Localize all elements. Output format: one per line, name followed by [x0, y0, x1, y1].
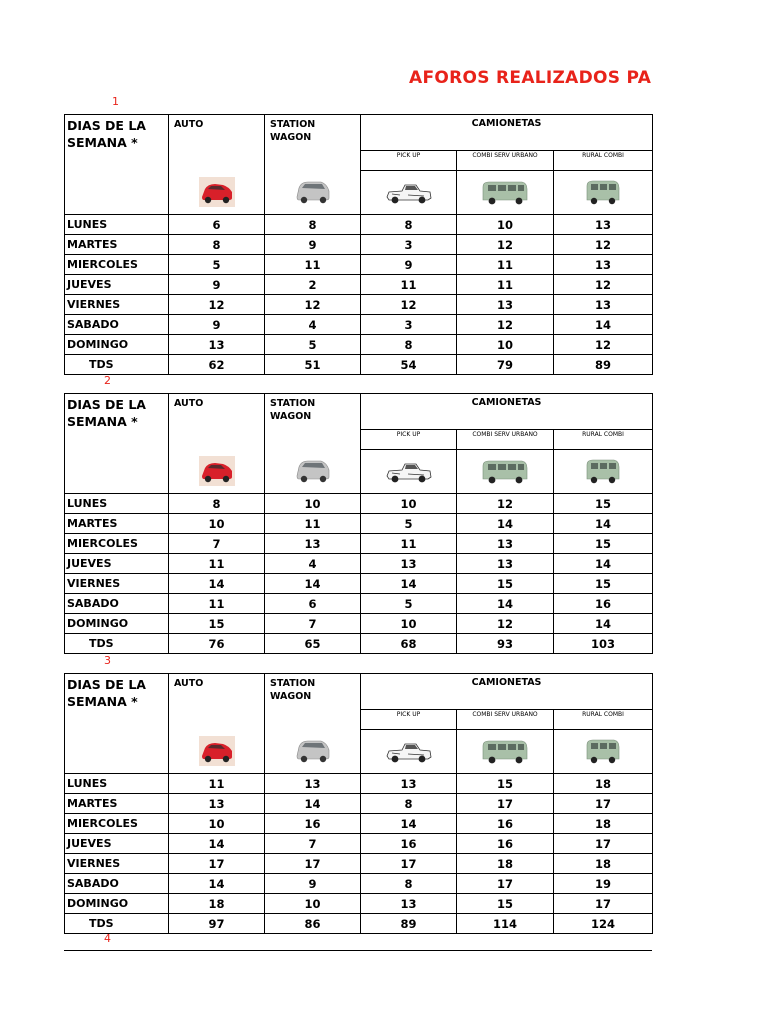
- combi-urbano-header: COMBI SERV URBANO: [457, 710, 554, 730]
- count-cell: 14: [169, 834, 265, 854]
- table-row: [65, 894, 653, 914]
- count-cell: 12: [361, 295, 457, 315]
- table-row: [65, 574, 653, 594]
- station-wagon-icon: [294, 461, 332, 480]
- vehicle-icon-cell: [169, 171, 265, 215]
- station-wagon-header: STATION WAGON: [265, 115, 361, 171]
- count-cell: 17: [554, 794, 653, 814]
- count-cell: 17: [361, 854, 457, 874]
- red-car-icon: [199, 741, 235, 760]
- count-cell: 9: [169, 315, 265, 335]
- count-cell: 12: [554, 235, 653, 255]
- count-cell: 14: [169, 574, 265, 594]
- count-cell: 18: [169, 894, 265, 914]
- table-row: [65, 634, 653, 654]
- vehicle-icon-cell: [457, 171, 554, 215]
- count-cell: 18: [554, 814, 653, 834]
- section-number: 1: [112, 95, 119, 108]
- auto-header: AUTO: [169, 394, 265, 450]
- station-wagon-icon: [294, 741, 332, 760]
- count-cell: 18: [554, 774, 653, 794]
- rural-combi-van-icon: [584, 182, 622, 201]
- vehicle-icon-cell: [554, 450, 653, 494]
- count-cell: 11: [457, 255, 554, 275]
- count-cell: 11: [169, 774, 265, 794]
- table-row: [65, 774, 653, 794]
- table-row: [65, 494, 653, 514]
- vehicle-icon-cell: [457, 450, 554, 494]
- day-label: SABADO: [65, 315, 169, 335]
- count-cell: 10: [361, 494, 457, 514]
- combi-van-icon: [480, 461, 530, 480]
- camionetas-header: CAMIONETAS: [361, 674, 653, 710]
- pickup-truck-icon: [384, 182, 434, 201]
- count-cell: 9: [265, 874, 361, 894]
- count-cell: 13: [265, 774, 361, 794]
- count-cell: 11: [265, 255, 361, 275]
- table-row: [65, 295, 653, 315]
- count-cell: 14: [554, 614, 653, 634]
- day-label: DOMINGO: [65, 894, 169, 914]
- traffic-count-table: [64, 393, 653, 654]
- count-cell: 18: [457, 854, 554, 874]
- count-cell: 17: [265, 854, 361, 874]
- count-cell: 14: [169, 874, 265, 894]
- count-cell: 15: [554, 534, 653, 554]
- count-cell: 13: [361, 554, 457, 574]
- station-wagon-icon: [294, 182, 332, 201]
- count-cell: 13: [554, 295, 653, 315]
- day-label: LUNES: [65, 215, 169, 235]
- count-cell: 3: [361, 235, 457, 255]
- table-row: [65, 614, 653, 634]
- count-cell: 12: [457, 235, 554, 255]
- pickup-header: PICK UP: [361, 151, 457, 171]
- days-header-blank: [65, 171, 169, 215]
- count-cell: 14: [361, 814, 457, 834]
- count-cell: 17: [554, 834, 653, 854]
- count-cell: 13: [361, 894, 457, 914]
- section-number: 4: [104, 932, 111, 945]
- table-row: [65, 275, 653, 295]
- count-cell: 5: [169, 255, 265, 275]
- camionetas-header: CAMIONETAS: [361, 394, 653, 430]
- count-cell: 14: [554, 554, 653, 574]
- count-cell: 11: [169, 554, 265, 574]
- vehicle-icon-cell: [169, 450, 265, 494]
- count-cell: 12: [265, 295, 361, 315]
- vehicle-icon-cell: [457, 730, 554, 774]
- combi-urbano-header: COMBI SERV URBANO: [457, 430, 554, 450]
- count-cell: 8: [361, 874, 457, 894]
- pickup-header: PICK UP: [361, 430, 457, 450]
- day-label: MARTES: [65, 235, 169, 255]
- day-label: SABADO: [65, 874, 169, 894]
- count-cell: 14: [265, 574, 361, 594]
- count-cell: 9: [265, 235, 361, 255]
- count-cell: 11: [169, 594, 265, 614]
- count-cell: 13: [457, 295, 554, 315]
- pickup-truck-icon: [384, 461, 434, 480]
- section-number: 3: [104, 654, 111, 667]
- count-cell: 14: [265, 794, 361, 814]
- count-cell: 11: [265, 514, 361, 534]
- count-cell: 2: [265, 275, 361, 295]
- count-cell: 13: [265, 534, 361, 554]
- count-cell: 11: [361, 534, 457, 554]
- count-cell: 5: [265, 335, 361, 355]
- day-label: VIERNES: [65, 295, 169, 315]
- count-cell: 17: [457, 794, 554, 814]
- rural-combi-header: RURAL COMBI: [554, 151, 653, 171]
- count-cell: 97: [169, 914, 265, 934]
- count-cell: 18: [554, 854, 653, 874]
- vehicle-icon-cell: [169, 730, 265, 774]
- table-row: [65, 554, 653, 574]
- station-wagon-header: STATION WAGON: [265, 394, 361, 450]
- count-cell: 8: [361, 335, 457, 355]
- count-cell: 17: [554, 894, 653, 914]
- count-cell: 7: [265, 614, 361, 634]
- vehicle-icon-cell: [265, 171, 361, 215]
- camionetas-header: CAMIONETAS: [361, 115, 653, 151]
- count-cell: 19: [554, 874, 653, 894]
- count-cell: 8: [361, 215, 457, 235]
- day-label: LUNES: [65, 774, 169, 794]
- count-cell: 6: [169, 215, 265, 235]
- auto-header: AUTO: [169, 115, 265, 171]
- count-cell: 103: [554, 634, 653, 654]
- rural-combi-header: RURAL COMBI: [554, 710, 653, 730]
- count-cell: 13: [169, 794, 265, 814]
- count-cell: 79: [457, 355, 554, 375]
- combi-van-icon: [480, 182, 530, 201]
- day-label: JUEVES: [65, 834, 169, 854]
- count-cell: 13: [554, 255, 653, 275]
- day-label: JUEVES: [65, 554, 169, 574]
- count-cell: 10: [169, 514, 265, 534]
- table-row: [65, 315, 653, 335]
- day-label: SABADO: [65, 594, 169, 614]
- day-label: MARTES: [65, 794, 169, 814]
- total-label: TDS: [65, 355, 169, 375]
- count-cell: 10: [265, 494, 361, 514]
- table-row: [65, 534, 653, 554]
- pickup-header: PICK UP: [361, 710, 457, 730]
- count-cell: 54: [361, 355, 457, 375]
- day-label: MARTES: [65, 514, 169, 534]
- count-cell: 9: [361, 255, 457, 275]
- count-cell: 8: [361, 794, 457, 814]
- count-cell: 9: [169, 275, 265, 295]
- table-row: [65, 235, 653, 255]
- count-cell: 15: [457, 894, 554, 914]
- vehicle-icon-cell: [361, 450, 457, 494]
- count-cell: 5: [361, 594, 457, 614]
- auto-header: AUTO: [169, 674, 265, 730]
- days-header: DIAS DE LA SEMANA *: [65, 674, 169, 730]
- table-row: [65, 255, 653, 275]
- table-row: [65, 794, 653, 814]
- count-cell: 93: [457, 634, 554, 654]
- days-header-blank: [65, 450, 169, 494]
- count-cell: 13: [361, 774, 457, 794]
- count-cell: 14: [554, 514, 653, 534]
- day-label: VIERNES: [65, 854, 169, 874]
- count-cell: 62: [169, 355, 265, 375]
- vehicle-icon-cell: [361, 171, 457, 215]
- day-label: VIERNES: [65, 574, 169, 594]
- combi-van-icon: [480, 741, 530, 760]
- vehicle-icon-cell: [265, 450, 361, 494]
- count-cell: 13: [169, 335, 265, 355]
- count-cell: 14: [457, 594, 554, 614]
- count-cell: 14: [361, 574, 457, 594]
- days-header-blank: [65, 730, 169, 774]
- count-cell: 15: [169, 614, 265, 634]
- count-cell: 16: [457, 814, 554, 834]
- count-cell: 89: [554, 355, 653, 375]
- count-cell: 12: [457, 315, 554, 335]
- count-cell: 15: [457, 774, 554, 794]
- table-row: [65, 854, 653, 874]
- count-cell: 10: [265, 894, 361, 914]
- days-header: DIAS DE LA SEMANA *: [65, 115, 169, 171]
- page-title: AFOROS REALIZADOS PA: [409, 68, 651, 88]
- count-cell: 14: [457, 514, 554, 534]
- count-cell: 65: [265, 634, 361, 654]
- count-cell: 13: [457, 534, 554, 554]
- count-cell: 16: [554, 594, 653, 614]
- count-cell: 124: [554, 914, 653, 934]
- section-number: 2: [104, 374, 111, 387]
- table-row: [65, 874, 653, 894]
- day-label: LUNES: [65, 494, 169, 514]
- vehicle-icon-cell: [554, 730, 653, 774]
- count-cell: 51: [265, 355, 361, 375]
- count-cell: 86: [265, 914, 361, 934]
- count-cell: 12: [457, 614, 554, 634]
- count-cell: 15: [554, 494, 653, 514]
- count-cell: 7: [265, 834, 361, 854]
- count-cell: 68: [361, 634, 457, 654]
- count-cell: 4: [265, 315, 361, 335]
- vehicle-icon-cell: [554, 171, 653, 215]
- day-label: MIERCOLES: [65, 255, 169, 275]
- traffic-count-table: [64, 673, 653, 934]
- count-cell: 76: [169, 634, 265, 654]
- day-label: DOMINGO: [65, 614, 169, 634]
- count-cell: 17: [457, 874, 554, 894]
- count-cell: 8: [169, 494, 265, 514]
- traffic-count-table: [64, 114, 653, 375]
- count-cell: 16: [361, 834, 457, 854]
- rural-combi-header: RURAL COMBI: [554, 430, 653, 450]
- count-cell: 11: [361, 275, 457, 295]
- count-cell: 12: [554, 275, 653, 295]
- count-cell: 15: [554, 574, 653, 594]
- count-cell: 13: [457, 554, 554, 574]
- count-cell: 114: [457, 914, 554, 934]
- count-cell: 14: [554, 315, 653, 335]
- count-cell: 16: [265, 814, 361, 834]
- table-row: [65, 914, 653, 934]
- day-label: MIERCOLES: [65, 814, 169, 834]
- table-row: [65, 594, 653, 614]
- day-label: MIERCOLES: [65, 534, 169, 554]
- count-cell: 10: [169, 814, 265, 834]
- count-cell: 4: [265, 554, 361, 574]
- count-cell: 11: [457, 275, 554, 295]
- table-row: [65, 814, 653, 834]
- count-cell: 15: [457, 574, 554, 594]
- vehicle-icon-cell: [265, 730, 361, 774]
- station-wagon-header: STATION WAGON: [265, 674, 361, 730]
- count-cell: 8: [265, 215, 361, 235]
- pickup-truck-icon: [384, 741, 434, 760]
- count-cell: 10: [457, 335, 554, 355]
- red-car-icon: [199, 461, 235, 480]
- table-row: [65, 355, 653, 375]
- count-cell: 17: [169, 854, 265, 874]
- days-header: DIAS DE LA SEMANA *: [65, 394, 169, 450]
- red-car-icon: [199, 182, 235, 201]
- count-cell: 12: [169, 295, 265, 315]
- total-label: TDS: [65, 634, 169, 654]
- day-label: JUEVES: [65, 275, 169, 295]
- table-row: [65, 215, 653, 235]
- rural-combi-van-icon: [584, 461, 622, 480]
- count-cell: 7: [169, 534, 265, 554]
- combi-urbano-header: COMBI SERV URBANO: [457, 151, 554, 171]
- table-row: [65, 335, 653, 355]
- total-label: TDS: [65, 914, 169, 934]
- day-label: DOMINGO: [65, 335, 169, 355]
- count-cell: 3: [361, 315, 457, 335]
- count-cell: 12: [457, 494, 554, 514]
- divider-line: [64, 950, 652, 951]
- count-cell: 6: [265, 594, 361, 614]
- table-row: [65, 514, 653, 534]
- count-cell: 8: [169, 235, 265, 255]
- table-row: [65, 834, 653, 854]
- vehicle-icon-cell: [361, 730, 457, 774]
- count-cell: 16: [457, 834, 554, 854]
- count-cell: 10: [457, 215, 554, 235]
- count-cell: 12: [554, 335, 653, 355]
- rural-combi-van-icon: [584, 741, 622, 760]
- count-cell: 10: [361, 614, 457, 634]
- count-cell: 5: [361, 514, 457, 534]
- count-cell: 13: [554, 215, 653, 235]
- count-cell: 89: [361, 914, 457, 934]
